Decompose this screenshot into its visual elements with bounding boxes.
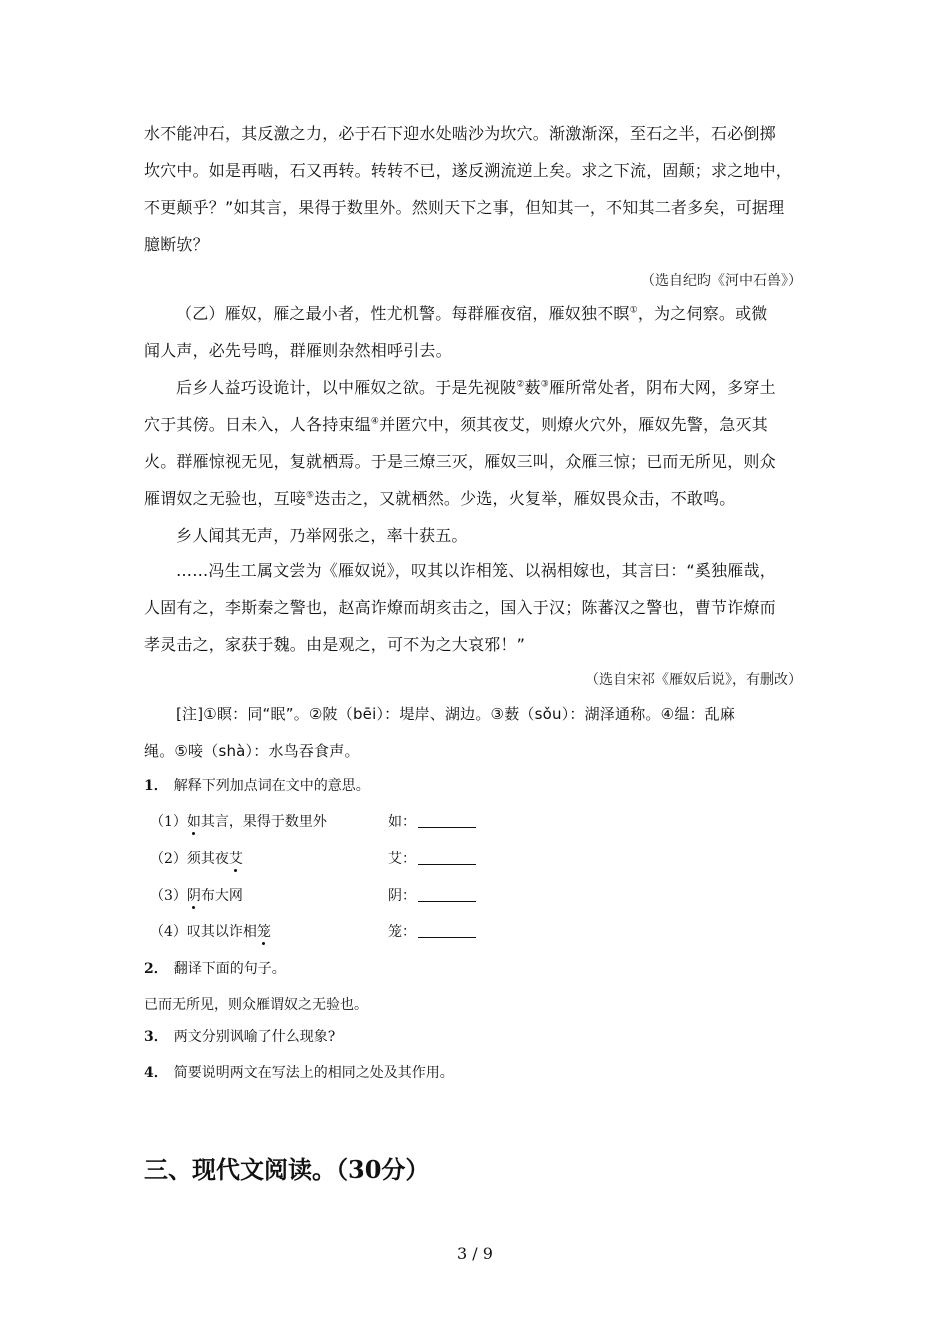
- question-4: 4． 简要说明两文在写法上的相同之处及其作用。: [144, 1065, 454, 1081]
- dotted-character: 如: [186, 814, 201, 830]
- question-2: 2． 翻译下面的句子。: [144, 961, 286, 977]
- question-1-item-3: （3）阴布大网: [150, 888, 243, 904]
- footnote-ref: ①: [629, 305, 638, 316]
- section-heading: 三、现代文阅读。（30分）: [144, 1155, 430, 1184]
- footnote-ref: ③: [540, 379, 549, 390]
- question-1-item-1: （1）如其言，果得于数里外: [150, 814, 327, 830]
- passage-b-p4-line-1: ……冯生工属文尝为《雁奴说》，叹其以诈相笼、以祸相嫁也，其言曰：“奚独雁哉，: [176, 561, 776, 580]
- answer-blank-1[interactable]: 如：: [388, 812, 476, 832]
- notes-line-2: 绳。⑤唼（shà）：水鸟吞食声。: [144, 742, 360, 760]
- answer-blank-3[interactable]: 阴：: [388, 886, 476, 906]
- footnote-ref: ②: [516, 379, 525, 390]
- passage-a-line-1: 水不能冲石，其反激之力，必于石下迎水处啮沙为坎穴。渐激渐深，至石之半，石必倒掷: [144, 124, 776, 143]
- question-1: 1． 解释下列加点词在文中的意思。: [144, 778, 370, 794]
- passage-b-p1-line-2: 闻人声，必先号鸣，群雁则杂然相呼引去。: [144, 341, 452, 360]
- dotted-character: 笼: [256, 924, 271, 940]
- question-1-item-2: （2）须其夜艾: [150, 851, 243, 867]
- passage-a-line-3: 不更颠乎？”如其言，果得于数里外。然则天下之事，但知其一，不知其二者多矣，可据理: [144, 198, 785, 217]
- question-2-sentence: 已而无所见，则众雁谓奴之无验也。: [144, 997, 368, 1013]
- answer-blank-4[interactable]: 笼：: [388, 922, 476, 942]
- footnote-ref: ④: [370, 416, 380, 427]
- passage-b-p4-line-3: 孝灵击之，家获于魏。由是观之，可不为之大哀邪！”: [144, 635, 526, 654]
- passage-b-p4-line-2: 人固有之，李斯秦之警也，赵高诈燎而胡亥击之，国入于汉；陈蕃汉之警也，曹节诈燎而: [144, 598, 776, 617]
- passage-b-p2-line-4: 雁谓奴之无验也，互唼⑤迭击之，又就栖然。少选，火复举，雁奴畏众击，不敢鸣。: [144, 489, 736, 508]
- passage-b-p2-line-2: 穴于其傍。日未入，人各持束缊④并匿穴中，须其夜艾，则燎火穴外，雁奴先警，急灭其: [144, 415, 768, 434]
- passage-b-p2-line-3: 火。群雁惊视无见，复就栖焉。于是三燎三灭，雁奴三叫，众雁三惊；已而无所见，则众: [144, 452, 776, 471]
- notes-line-1: [注]①瞑：同“眠”。②陂（bēi）：堤岸、湖边。③薮（sǒu）：湖泽通称。④缊：乱麻: [176, 705, 736, 723]
- passage-a-source: （选自纪昀《河中石兽》）: [641, 273, 802, 289]
- dotted-character: 阴: [186, 888, 201, 904]
- footnote-ref: ⑤: [306, 490, 315, 501]
- answer-blank-2[interactable]: 艾：: [388, 849, 476, 869]
- passage-b-p2-line-1: 后乡人益巧设诡计，以中雁奴之欲。于是先视陂②薮③雁所常处者，阴布大网，多穿土: [176, 378, 776, 397]
- question-3: 3． 两文分别讽喻了什么现象?: [144, 1029, 336, 1045]
- passage-b-p3: 乡人闻其无声，乃举网张之，率十获五。: [176, 526, 468, 545]
- passage-b-source: （选自宋祁《雁奴后说》，有删改）: [585, 672, 802, 688]
- page-number: 3 / 9: [457, 1244, 493, 1263]
- passage-b-p1-line-1: （乙）雁奴，雁之最小者，性尤机警。每群雁夜宿，雁奴独不瞑①，为之伺察。或微: [176, 304, 768, 323]
- question-1-item-4: （4）叹其以诈相笼: [150, 924, 271, 940]
- passage-a-line-4: 臆断欤？: [144, 235, 209, 254]
- dotted-character: 艾: [228, 851, 243, 867]
- passage-a-line-2: 坎穴中。如是再啮，石又再转。转转不已，遂反溯流逆上矣。求之下流，固颠；求之地中，: [144, 161, 793, 180]
